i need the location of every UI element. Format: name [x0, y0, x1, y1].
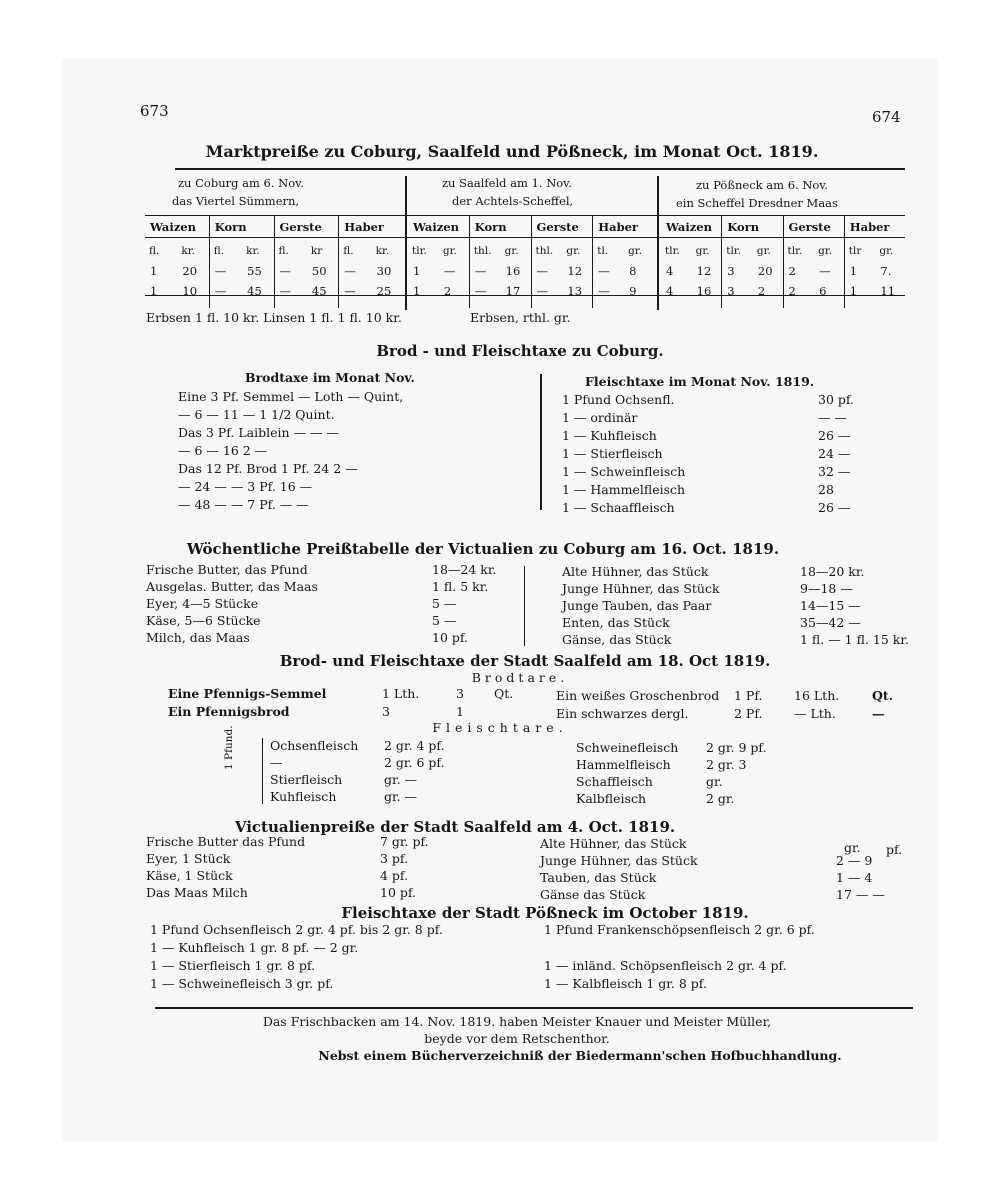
- unit-header: kr.: [181, 245, 195, 257]
- weekly-item-label: Junge Hühner, das Stück: [562, 581, 720, 596]
- victual-price: 4 pf.: [380, 868, 409, 883]
- grain-header: Korn: [474, 220, 507, 234]
- grain-header: Haber: [849, 220, 890, 234]
- column-divider: [592, 216, 593, 308]
- saalfeld-meat-label: Stierfleisch: [270, 772, 343, 787]
- saalfeld-bread-value: 3: [382, 704, 390, 719]
- price-cell: 30: [376, 264, 392, 278]
- victual-price: 7 gr. pf.: [380, 834, 429, 849]
- price-cell: 9: [629, 284, 637, 298]
- meat-tax-row-label: 1 — Schaaffleisch: [562, 500, 675, 515]
- footer-rule: [155, 1007, 913, 1009]
- saalfeld-bread-value: Qt.: [872, 688, 894, 703]
- grain-header: Haber: [344, 220, 384, 234]
- unit-header: kr.: [246, 245, 260, 257]
- price-cell: 20: [757, 264, 773, 278]
- price-cell: 25: [376, 284, 392, 298]
- price-cell: 17: [505, 284, 521, 298]
- price-cell: —: [598, 264, 610, 278]
- saalfeld-meat-label: Hammelfleisch: [576, 757, 671, 772]
- weekly-item-label: Junge Tauben, das Paar: [562, 598, 712, 613]
- unit-header: fl.: [213, 245, 225, 257]
- price-cell: 1: [150, 264, 158, 278]
- poessneck-row-left: 1 — Stierfleisch 1 gr. 8 pf.: [150, 958, 316, 973]
- price-cell: 2: [443, 284, 452, 298]
- price-cell: 10: [182, 284, 198, 298]
- price-cell: —: [536, 284, 548, 298]
- column-divider: [338, 216, 339, 308]
- unit-header: gr.: [695, 245, 710, 257]
- victual-label: Tauben, das Stück: [540, 870, 657, 885]
- weekly-item-label: Eyer, 4—5 Stücke: [146, 596, 259, 611]
- saalfeld-meat-label: Kalbfleisch: [576, 791, 646, 806]
- column-divider: [469, 216, 470, 308]
- weekly-item-price: 5 —: [432, 613, 457, 628]
- price-cell: 13: [567, 284, 583, 298]
- meat-tax-row-label: 1 — Schweinfleisch: [562, 464, 686, 479]
- price-cell: 55: [247, 264, 262, 278]
- price-cell: 3: [727, 264, 735, 278]
- saalfeld-meat-price: 2 gr.: [706, 791, 735, 806]
- saalfeld-bread-value: —: [872, 706, 885, 721]
- page-title: Marktpreiße zu Coburg, Saalfeld und Pößneck, im Monat Oct. 1819.: [205, 142, 819, 161]
- footer-line3: Nebst einem Bücherverzeichniß der Biedermann'schen Hofbuchhandlung.: [318, 1048, 842, 1063]
- saalfeld-bread-value: 1 Pf.: [734, 688, 763, 703]
- saalfeld-meat-label: Kuhfleisch: [270, 789, 337, 804]
- saalfeld-bread-value: 1: [456, 704, 464, 719]
- saalfeld-bread-label: Ein schwarzes dergl.: [556, 706, 689, 721]
- poessneck-row-left: 1 Pfund Ochsenfleisch 2 gr. 4 pf. bis 2 gr. 8 pf.: [150, 922, 443, 937]
- saalfeld-meat-price: gr. —: [384, 789, 418, 804]
- column-divider: [721, 216, 722, 308]
- price-cell: 45: [247, 284, 262, 298]
- meat-tax-row-label: 1 — Hammelfleisch: [562, 482, 686, 497]
- weekly-item-price: 35—42 —: [800, 615, 861, 630]
- unit-header: thl.: [535, 245, 554, 257]
- victual-price: 2 — 9: [836, 853, 873, 868]
- grain-header: Gerste: [279, 220, 322, 234]
- saalfeld-bread-value: Qt.: [494, 686, 514, 701]
- victual-label: Frische Butter das Pfund: [146, 834, 306, 849]
- price-cell: —: [598, 284, 610, 298]
- poessneck-header-line1: zu Pößneck am 6. Nov.: [696, 178, 829, 192]
- victual-price: 10 pf.: [380, 885, 417, 900]
- unit-header: gr.: [756, 245, 771, 257]
- title-rule: [175, 168, 905, 170]
- saalfeld-meat-price: gr. —: [384, 772, 418, 787]
- coburg-peas-row: Erbsen 1 fl. 10 kr. Linsen 1 fl. 1 fl. 10 kr.: [146, 310, 402, 325]
- weekly-item-label: Ausgelas. Butter, das Maas: [146, 579, 318, 594]
- victual-price: 3 pf.: [380, 851, 409, 866]
- column-divider: [657, 176, 659, 310]
- poessneck-row-left: 1 — Schweinefleisch 3 gr. pf.: [150, 976, 334, 991]
- saalfeld-meat-label: —: [270, 755, 283, 770]
- weekly-title: Wöchentliche Preißtabelle der Victualien zu Coburg am 16. Oct. 1819.: [186, 540, 780, 558]
- coburg-tax-title: Brod - und Fleischtaxe zu Coburg.: [376, 342, 664, 360]
- saalfeld-meat-price: gr.: [706, 774, 723, 789]
- bread-tax-row: Das 3 Pf. Laiblein — — —: [178, 425, 339, 440]
- saalfeld-meat-price: 2 gr. 9 pf.: [706, 740, 767, 755]
- price-cell: 3: [727, 284, 735, 298]
- saalfeld-bread-label: Ein Pfennigsbrod: [168, 704, 290, 719]
- grain-header: Haber: [598, 220, 638, 234]
- price-cell: 50: [311, 264, 327, 278]
- saalfeld-meat-price: 2 gr. 6 pf.: [384, 755, 445, 770]
- victual-price: 1 — 4: [836, 870, 873, 885]
- price-cell: 6: [819, 284, 827, 298]
- price-cell: 1: [413, 284, 421, 298]
- grain-header: Waizen: [413, 220, 459, 234]
- saalfeld-bread-value: 3: [456, 686, 464, 701]
- poessneck-tax-title: Fleischtaxe der Stadt Pößneck im October 1819.: [341, 904, 749, 922]
- price-cell: 1: [413, 264, 421, 278]
- price-cell: —: [279, 284, 291, 298]
- meat-tax-row-label: 1 — ordinär: [562, 410, 638, 425]
- table-rule: [145, 215, 905, 216]
- price-cell: 11: [880, 284, 896, 298]
- bread-tax-row: Das 12 Pf. Brod 1 Pf. 24 2 —: [178, 461, 358, 476]
- price-cell: 2: [788, 284, 796, 298]
- weekly-item-price: 1 fl. 5 kr.: [432, 579, 489, 594]
- saalfeld-meat-label: Schweinefleisch: [576, 740, 679, 755]
- grain-header: Gerste: [536, 220, 579, 234]
- unit-header: gr.: [504, 245, 519, 257]
- poessneck-row-left: 1 — Kuhfleisch 1 gr. 8 pf. — 2 gr.: [150, 940, 359, 955]
- price-cell: —: [819, 264, 831, 278]
- unit-header: tlr.: [412, 245, 427, 257]
- saalfeld-header-line1: zu Saalfeld am 1. Nov.: [442, 176, 572, 190]
- unit-header: fl.: [278, 245, 289, 257]
- price-cell: 8: [629, 264, 637, 278]
- price-cell: 45: [311, 284, 327, 298]
- poessneck-header-line2: ein Scheffel Dresdner Maas: [676, 196, 838, 210]
- weekly-item-price: 9—18 —: [800, 581, 853, 596]
- column-divider: [844, 216, 845, 308]
- bread-tax-row: — 6 — 11 — 1 1/2 Quint.: [178, 407, 335, 422]
- unit-header: gr.: [818, 245, 833, 257]
- price-cell: —: [443, 264, 456, 278]
- price-cell: —: [536, 264, 548, 278]
- price-cell: —: [279, 264, 291, 278]
- bread-tax-title: Brodtaxe im Monat Nov.: [245, 370, 415, 385]
- victual-label: Gänse das Stück: [540, 887, 646, 902]
- weekly-item-label: Frische Butter, das Pfund: [146, 562, 308, 577]
- bracket-rule: [262, 738, 263, 804]
- saalfeld-bread-label: Ein weißes Groschenbrod: [556, 688, 720, 703]
- meat-tax-row-label: 1 Pfund Ochsenfl.: [562, 392, 675, 407]
- poessneck-row-right: 1 Pfund Frankenschöpsenfleisch 2 gr. 6 pf.: [544, 922, 815, 937]
- victual-label: Eyer, 1 Stück: [146, 851, 231, 866]
- price-cell: —: [344, 284, 356, 298]
- unit-header: gr.: [566, 245, 581, 257]
- victual-label: Käse, 1 Stück: [146, 868, 233, 883]
- weekly-item-price: 5 —: [432, 596, 457, 611]
- victual-price: 17 — —: [836, 887, 885, 902]
- victual-label: Junge Hühner, das Stück: [540, 853, 698, 868]
- saalfeld-meat-header: Fleischtare.: [432, 720, 568, 735]
- price-cell: —: [474, 264, 487, 278]
- page-number-left: 673: [140, 102, 169, 120]
- unit-header: fl.: [149, 245, 160, 257]
- column-divider: [540, 374, 542, 510]
- victual-label: Alte Hühner, das Stück: [540, 836, 687, 851]
- column-divider: [209, 216, 210, 308]
- grain-header: Waizen: [666, 220, 712, 234]
- bread-tax-row: — 24 — — 3 Pf. 16 —: [178, 479, 313, 494]
- victuals-gr-header: gr.: [844, 840, 861, 855]
- unit-header: thl.: [473, 245, 492, 257]
- column-divider: [274, 216, 275, 308]
- column-divider: [783, 216, 784, 308]
- unit-header: tlr: [848, 245, 862, 257]
- coburg-header-line1: zu Coburg am 6. Nov.: [178, 176, 304, 190]
- price-cell: 1: [150, 284, 158, 298]
- price-cell: 16: [696, 284, 712, 298]
- coburg-header-line2: das Viertel Sümmern,: [172, 194, 300, 208]
- weekly-item-label: Gänse, das Stück: [562, 632, 672, 647]
- saalfeld-bread-value: 16 Lth.: [794, 688, 840, 703]
- weekly-item-label: Alte Hühner, das Stück: [562, 564, 709, 579]
- meat-tax-row-label: 1 — Stierfleisch: [562, 446, 663, 461]
- poessneck-row-right: 1 — Kalbfleisch 1 gr. 8 pf.: [544, 976, 707, 991]
- weekly-item-price: 1 fl. — 1 fl. 15 kr.: [800, 632, 909, 647]
- price-cell: 12: [696, 264, 712, 278]
- weekly-item-price: 18—20 kr.: [800, 564, 865, 579]
- price-cell: 2: [788, 264, 796, 278]
- meat-tax-title: Fleischtaxe im Monat Nov. 1819.: [585, 374, 815, 389]
- price-cell: 4: [666, 264, 674, 278]
- meat-tax-row-price: 30 pf.: [818, 392, 855, 407]
- weekly-item-price: 14—15 —: [800, 598, 861, 613]
- meat-tax-row-price: 28: [818, 482, 834, 497]
- saalfeld-bread-label: Eine Pfennigs-Semmel: [168, 686, 327, 701]
- meat-tax-row-price: 24 —: [818, 446, 851, 461]
- price-cell: 16: [505, 264, 521, 278]
- page-number-right: 674: [872, 108, 901, 126]
- meat-tax-row-label: 1 — Kuhfleisch: [562, 428, 657, 443]
- unit-header: tlr.: [665, 245, 680, 257]
- saalfeld-victuals-title: Victualienpreiße der Stadt Saalfeld am 4. Oct. 1819.: [234, 818, 676, 836]
- victuals-pf-header: pf.: [886, 842, 903, 857]
- unit-header: gr.: [879, 245, 894, 257]
- saalfeld-tax-title: Brod- und Fleischtaxe der Stadt Saalfeld am 18. Oct 1819.: [279, 652, 771, 670]
- bread-tax-row: Eine 3 Pf. Semmel — Loth — Quint,: [178, 389, 404, 404]
- meat-tax-row-price: 26 —: [818, 500, 851, 515]
- saalfeld-meat-price: 2 gr. 4 pf.: [384, 738, 445, 753]
- grain-header: Waizen: [150, 220, 196, 234]
- bread-tax-row: — 6 — 16 2 —: [178, 443, 268, 458]
- saalfeld-peas-row: Erbsen, rthl. gr.: [470, 310, 571, 325]
- saalfeld-meat-price: 2 gr. 3: [706, 757, 747, 772]
- price-cell: 12: [567, 264, 583, 278]
- saalfeld-bread-value: — Lth.: [794, 706, 836, 721]
- price-cell: —: [214, 264, 227, 278]
- unit-header: tlr.: [787, 245, 803, 257]
- weekly-item-label: Käse, 5—6 Stücke: [146, 613, 261, 628]
- saalfeld-meat-label: Schaffleisch: [576, 774, 653, 789]
- price-cell: 20: [182, 264, 198, 278]
- price-cell: 4: [666, 284, 674, 298]
- saalfeld-bread-value: 1 Lth.: [382, 686, 420, 701]
- weekly-item-label: Milch, das Maas: [146, 630, 250, 645]
- meat-tax-row-price: — —: [818, 410, 847, 425]
- saalfeld-bread-header: Brodtare.: [471, 670, 569, 685]
- meat-tax-row-price: 26 —: [818, 428, 851, 443]
- weekly-item-label: Enten, das Stück: [562, 615, 670, 630]
- unit-header: fl.: [343, 245, 354, 257]
- poessneck-row-right: 1 — inländ. Schöpsenfleisch 2 gr. 4 pf.: [544, 958, 787, 973]
- column-divider: [405, 176, 407, 310]
- column-divider: [531, 216, 532, 308]
- table-rule: [145, 237, 905, 238]
- saalfeld-header-line2: der Achtels-Scheffel,: [452, 194, 574, 208]
- grain-header: Korn: [727, 220, 760, 234]
- unit-header: tl.: [597, 245, 609, 257]
- price-cell: —: [474, 284, 487, 298]
- price-cell: 2: [757, 284, 766, 298]
- grain-header: Gerste: [788, 220, 831, 234]
- meat-tax-row-price: 32 —: [818, 464, 851, 479]
- pfund-side-label: 1 Pfund.: [223, 725, 235, 770]
- footer-line2: beyde vor dem Retschenthor.: [424, 1031, 610, 1046]
- saalfeld-bread-value: 2 Pf.: [734, 706, 763, 721]
- price-cell: 1: [849, 284, 858, 298]
- victual-label: Das Maas Milch: [146, 885, 248, 900]
- unit-header: tlr.: [726, 245, 742, 257]
- price-cell: 7.: [880, 264, 892, 278]
- price-cell: 1: [849, 264, 858, 278]
- price-cell: —: [214, 284, 227, 298]
- bread-tax-row: — 48 — — 7 Pf. — —: [178, 497, 309, 512]
- unit-header: kr.: [375, 245, 390, 257]
- price-cell: —: [344, 264, 356, 278]
- footer-line1: Das Frischbacken am 14. Nov. 1819. haben Meister Knauer und Meister Müller,: [262, 1014, 772, 1029]
- weekly-item-price: 10 pf.: [432, 630, 469, 645]
- column-divider: [524, 566, 525, 646]
- unit-header: gr.: [442, 245, 457, 257]
- grain-header: Korn: [214, 220, 247, 234]
- saalfeld-meat-label: Ochsenfleisch: [270, 738, 359, 753]
- weekly-item-price: 18—24 kr.: [432, 562, 497, 577]
- unit-header: kr: [310, 245, 323, 257]
- unit-header: gr.: [628, 245, 643, 257]
